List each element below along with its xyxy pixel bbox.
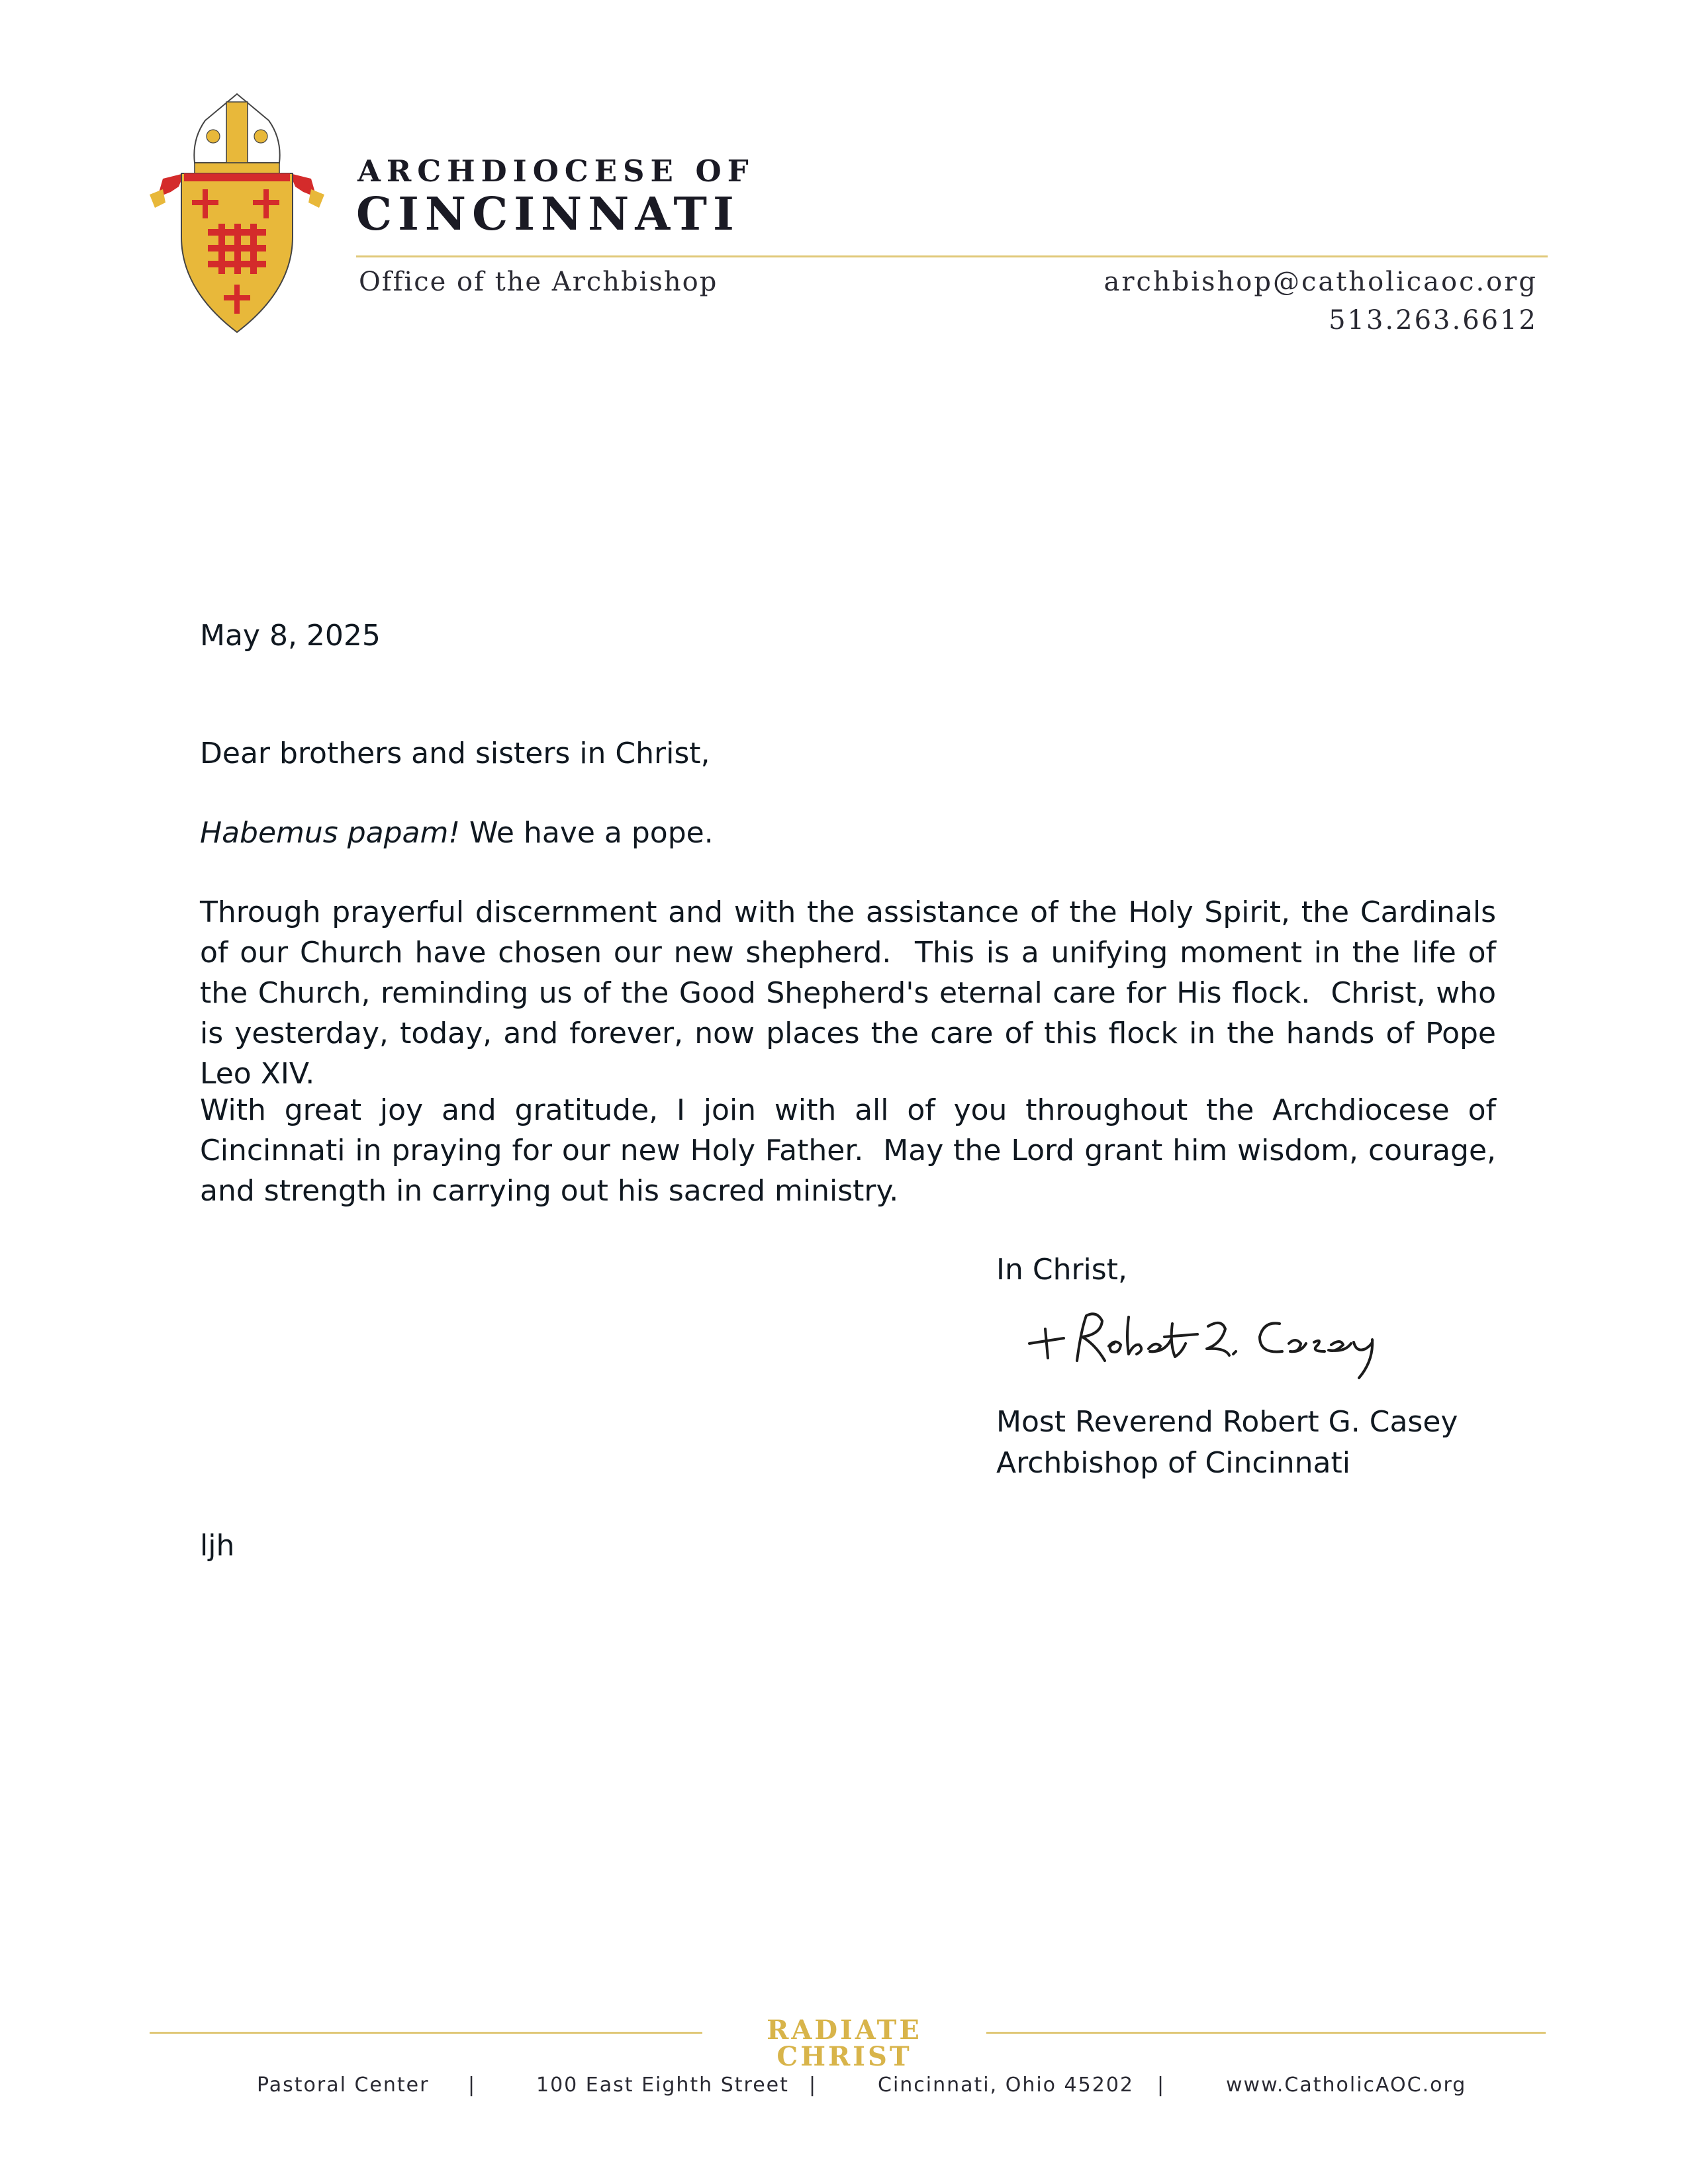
footer-city: Cincinnati, Ohio 45202 <box>878 2073 1134 2097</box>
org-name-line2: CINCINNATI <box>356 188 740 241</box>
salutation: Dear brothers and sisters in Christ, <box>200 737 710 770</box>
footer-website-link[interactable]: www.CatholicAOC.org <box>1226 2073 1467 2097</box>
opening-line <box>200 813 714 853</box>
contact-phone: 513.263.6612 <box>1329 305 1538 336</box>
footer-separator: | <box>1157 2073 1166 2097</box>
office-name: Office of the Archbishop <box>359 267 718 297</box>
opening-rest: We have a pope. <box>460 816 714 850</box>
handwritten-signature <box>1023 1297 1407 1390</box>
footer-divider-left <box>150 2032 702 2034</box>
letter-date: May 8, 2025 <box>200 619 381 653</box>
coat-of-arms-logo <box>144 91 330 336</box>
footer-separator: | <box>468 2073 477 2097</box>
header-divider <box>356 255 1548 257</box>
signer-title: Archbishop of Cincinnati <box>996 1446 1350 1480</box>
footer-divider-right <box>986 2032 1546 2034</box>
footer-separator: | <box>809 2073 818 2097</box>
typist-initials: ljh <box>200 1529 235 1563</box>
footer-pastoral-center: Pastoral Center <box>257 2073 430 2097</box>
signer-name: Most Reverend Robert G. Casey <box>996 1405 1458 1439</box>
footer-street: 100 East Eighth Street <box>536 2073 789 2097</box>
paragraph-2: With great joy and gratitude, I join with all of you throughout the Archdiocese of Cincinnati in praying for our new Holy Father. May the Lord grant him wisdom, courage, and strength in carrying out his sacred ministry. <box>200 1093 1505 1208</box>
opening-italic: Habemus papam! <box>200 816 460 850</box>
footer-motto: RADIATE CHRIST <box>767 2015 922 2072</box>
closing: In Christ, <box>996 1253 1127 1287</box>
paragraph-1: Through prayerful discernment and with the assistance of the Holy Spirit, the Cardinals of our Church have chosen our new shepherd. This is a unifying moment in the life of the Church, reminding us of the Good Shepherd's eternal care for His flock. Christ, who is yesterday, today, and forever, now places the care of this flock in the hands of Pope Leo XIV. <box>200 895 1505 1091</box>
contact-email: archbishop@catholicaoc.org <box>1103 267 1538 297</box>
org-name-line1: ARCHDIOCESE OF <box>357 154 755 189</box>
